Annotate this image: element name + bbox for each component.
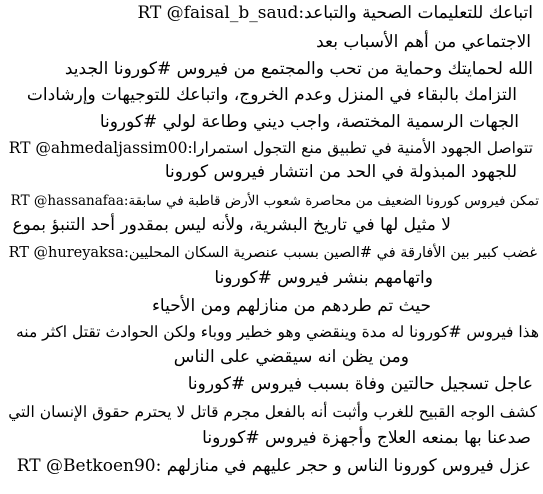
text-line: عزل فيروس كورونا الناس و حجر عليهم في منازلهم :RT @Betkoen90 xyxy=(16,456,531,476)
text-line: اتباعك للتعليمات الصحية والتباعد:RT @faisal_b_saud xyxy=(137,3,533,23)
text-line: الله لحمايتك وحماية من تحب والمجتمع من فيروس #كورونا الجديد xyxy=(64,59,533,79)
text-line: عاجل تسجيل حالتين وفاة بسبب فيروس #كورونا xyxy=(187,374,533,394)
text-line: تمكن فيروس كورونا الضعيف من محاصرة شعوب الأرض قاطبة في سابقة:RT @hassanafaa xyxy=(10,193,539,209)
text-line: غضب كبير بين الأفارقة في #الصين بسبب عنصرية السكان المحليين:RT @hureyaksa xyxy=(8,245,537,261)
text-line: لا مثيل لها في تاريخ البشرية، ولأنه ليس بمقدور أحد التنبؤ بموع xyxy=(12,215,451,235)
text-line: كشف الوجه القبيح للغرب وأثبت أنه بالفعل مجرم قاتل لا يحترم حقوق الإنسان التي xyxy=(8,403,537,421)
text-line: تتواصل الجهود الأمنية في تطبيق منع التجول استمرارا:RT @ahmedaljassim00 xyxy=(8,139,533,157)
text-line: الجهات الرسمية المختصة، واجب ديني وطاعة لولي #كورونا xyxy=(99,112,519,132)
text-line: ومن يظن انه سيقضي على الناس xyxy=(173,347,409,367)
text-line: واتهامهم بنشر فيروس #كورونا xyxy=(214,268,433,288)
text-line: صدعنا بها بمنعه العلاج وأجهزة فيروس #كورونا xyxy=(202,428,531,448)
text-line: حيث تم طردهم من منازلهم ومن الأحياء xyxy=(151,296,431,316)
text-line: هذا فيروس #كورونا له مدة وينقضي وهو خطير ووباء ولكن الحوادث تقتل اكثر منه xyxy=(15,323,539,341)
text-line: للجهود المبذولة في الحد من انتشار فيروس كورونا xyxy=(164,162,517,182)
text-line: الاجتماعي من أهم الأسباب بعد xyxy=(316,32,531,52)
text-line: التزامك بالبقاء في المنزل وعدم الخروج، واتباعك للتوجيهات وإرشادات xyxy=(26,85,517,105)
